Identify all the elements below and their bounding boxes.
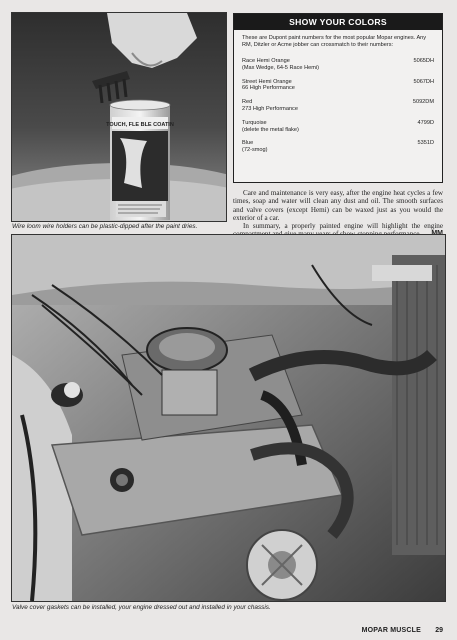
color-name: Red <box>242 99 253 106</box>
top-photo-caption: Wire loom wire holders can be plastic-dipped after the paint dries. <box>12 223 198 230</box>
color-note: (Max Wedge, 64-5 Race Hemi) <box>242 64 319 71</box>
can-label: TOUCH, FLE BLE COATIN <box>106 122 174 128</box>
paint-code: 4799D <box>417 119 434 126</box>
color-note: (72-smog) <box>242 147 268 154</box>
engine-photo <box>11 234 446 602</box>
color-entry <box>234 79 442 93</box>
color-note: (delete the metal flake) <box>242 126 299 133</box>
color-entry <box>234 120 442 134</box>
magazine-name: MOPAR MUSCLE <box>361 627 421 634</box>
color-name: Street Hemi Orange <box>242 78 292 85</box>
engine-photo-caption: Valve cover gaskets can be installed, your engine dressed out and installed in your chassis. <box>12 604 271 611</box>
paint-code: 5065DH <box>413 58 434 64</box>
color-note: 66 High Performance <box>242 85 295 92</box>
page-footer <box>0 624 457 640</box>
sidebar-title: SHOW YOUR COLORS <box>234 14 442 30</box>
color-entry <box>234 99 442 113</box>
engine-photo-illustration <box>12 235 445 601</box>
top-photo <box>11 12 227 222</box>
paint-colors-sidebar <box>233 13 443 183</box>
top-photo-illustration <box>12 13 226 221</box>
paint-code: 5092DM <box>412 99 434 106</box>
color-entry <box>234 140 442 154</box>
article-text <box>233 189 443 239</box>
color-name: Turquoise <box>242 119 267 126</box>
article-paragraph-text: In summary, a properly painted engine will highlight the engine <box>243 222 443 231</box>
article-paragraph: Care and maintenance is very easy, after the engine heat cycles a few times, soap and water will clean any dust and oil. The smooth surfaces and valve covers (except Hemi) can be waxed just as you would the exterior of a car. <box>233 189 443 222</box>
color-name: Blue <box>242 140 254 147</box>
sidebar-intro: These are Dupont paint numbers for the most popular Mopar engines. Any RM, Ditzler or Acme jobber can crossmatch to their numbers: <box>242 35 427 48</box>
color-entry <box>234 58 442 72</box>
paint-code: 5351D <box>417 140 434 147</box>
color-name: Race Hemi Orange <box>242 58 290 64</box>
paint-code: 5067DH <box>413 78 434 85</box>
page-number: 29 <box>435 627 443 634</box>
color-note: 273 High Performance <box>242 105 298 112</box>
